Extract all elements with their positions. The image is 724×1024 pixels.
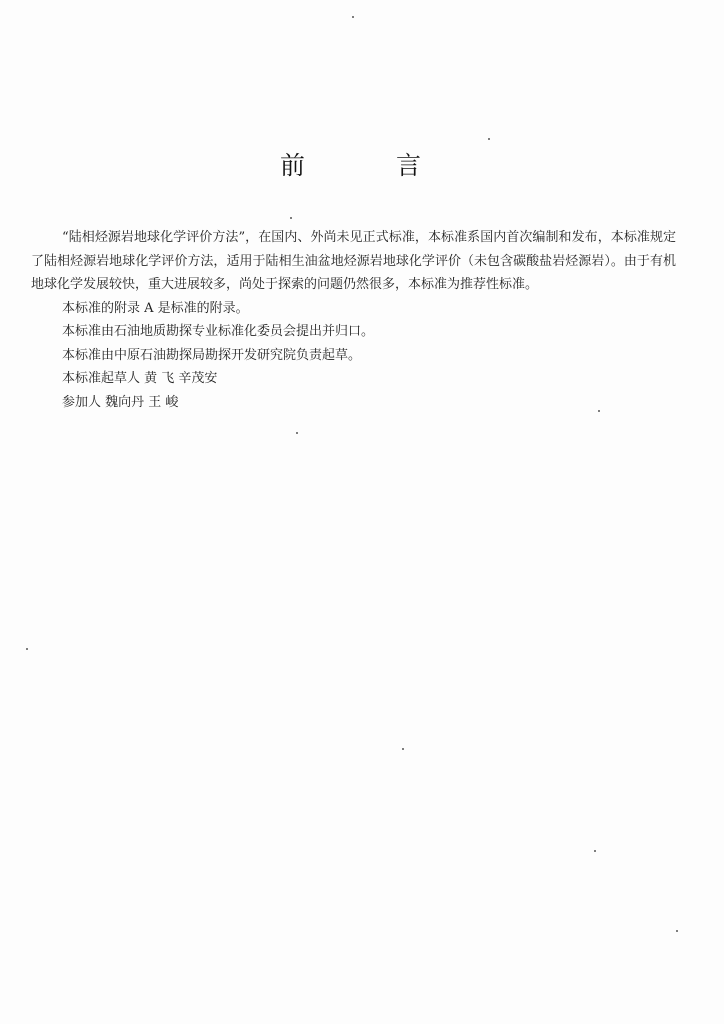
scan-speck: [352, 16, 354, 18]
scan-speck: [26, 648, 28, 650]
participants-note: 参加人 魏向丹 王 峻: [62, 394, 179, 410]
scan-speck: [290, 217, 292, 219]
page-title: [0, 150, 724, 184]
drafter-org-note: 本标准由中原石油勘探局勘探开发研究院负责起草。: [62, 347, 362, 363]
scan-speck: [594, 850, 596, 852]
scan-speck: [676, 930, 678, 932]
foreword-body: [31, 226, 676, 414]
proposer-note: 本标准由石油地质勘探专业标准化委员会提出并归口。: [62, 324, 375, 339]
foreword-paragraph: “陆相烃源岩地球化学评价方法”，在国内、外尚未见正式标准，本标准系国内首次编制和发布，本标准规定了陆相烃源岩地球化学评价方法，适用于陆相生油盆地烃源岩地球化学评价（未包含碳酸盐岩烃源岩）。由于有机地球化学发展较快，重大进展较多，尚处于探索的问题仍然很多，本标准为推荐性标准。: [31, 230, 676, 292]
scan-speck: [402, 748, 404, 750]
scan-speck: [296, 432, 298, 434]
title-char-1: 前: [280, 151, 307, 180]
drafters-note: 本标准起草人 黄 飞 辛茂安: [62, 371, 218, 386]
title-char-2: 言: [396, 151, 423, 180]
scan-speck: [488, 138, 490, 140]
appendix-note: 本标准的附录 A 是标准的附录。: [62, 300, 249, 316]
